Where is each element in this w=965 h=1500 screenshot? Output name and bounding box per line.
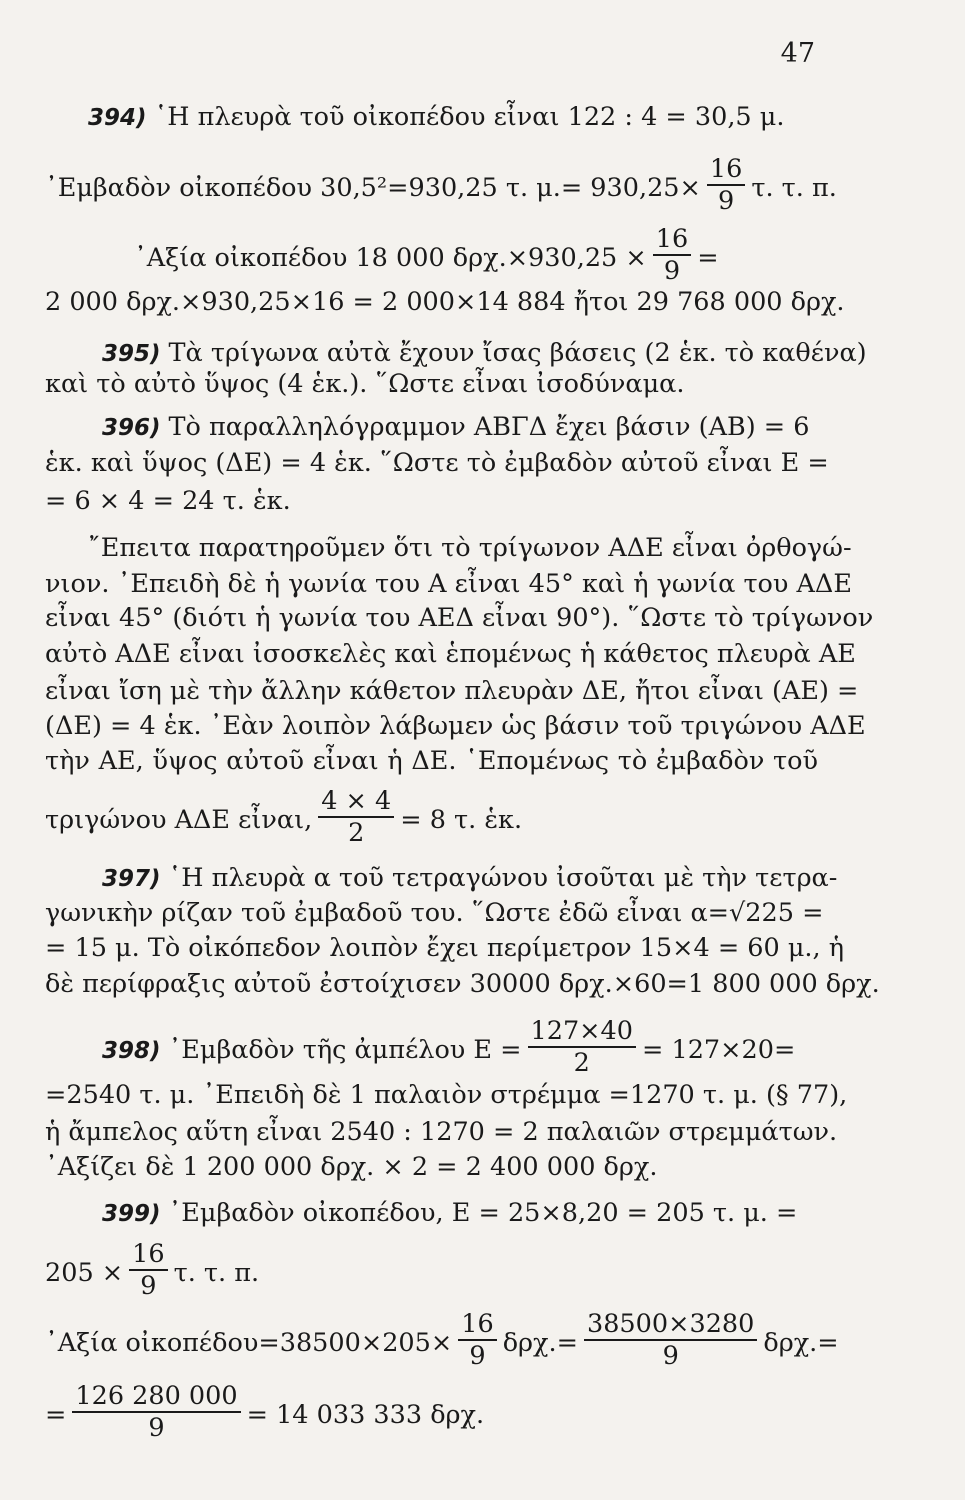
- text: δρχ.=: [502, 1328, 578, 1358]
- page-number: 47: [780, 38, 815, 69]
- exercise-number: 394): [88, 105, 147, 131]
- line: [102, 1196, 797, 1231]
- numerator: 4 × 4: [318, 786, 394, 818]
- text: ῎Επειτα παρατηροῦμεν ὅτι τὸ τρίγωνον ΑΔΕ εἶναι ὀρθογώ-: [88, 533, 852, 563]
- text: ᾿Αξία οἰκοπέδου 18 000 δρχ.×930,25 ×: [134, 243, 647, 273]
- line: [45, 601, 874, 635]
- line: [45, 744, 818, 778]
- denominator: 9: [469, 1341, 486, 1371]
- text: εἶναι 45° (διότι ἡ γωνία του ΑΕΔ εἶναι 90°). ῞Ωστε τὸ τρίγωνον: [45, 603, 874, 633]
- fraction: [653, 224, 691, 286]
- line: [45, 896, 824, 930]
- line: [134, 224, 719, 290]
- text: τ. τ. π.: [173, 1258, 260, 1288]
- text: δρχ.=: [763, 1328, 839, 1358]
- text: τὴν ΑΕ, ὕψος αὐτοῦ εἶναι ἡ ΔΕ. ῾Επομένως τὸ ἐμβαδὸν τοῦ: [45, 746, 818, 776]
- numerator: 16: [129, 1239, 167, 1271]
- line: [45, 967, 880, 1001]
- line: [45, 1078, 848, 1112]
- line: [45, 567, 852, 601]
- line: [102, 410, 810, 445]
- line: [45, 1115, 838, 1149]
- line: [45, 674, 859, 708]
- fraction: [72, 1381, 240, 1443]
- line: [45, 154, 837, 220]
- text: καὶ τὸ αὐτὸ ὕψος (4 ἑκ.). ῞Ωστε εἶναι ἰσοδύναμα.: [45, 369, 685, 399]
- text: ᾿Εμβαδὸν οἰκοπέδου, Ε = 25×8,20 = 205 τ. μ. =: [168, 1198, 798, 1228]
- text: =: [45, 1400, 67, 1430]
- text: εἶναι ἴση μὲ τὴν ἄλλην κάθετον πλευρὰν ΔΕ, ἤτοι εἶναι (ΑΕ) =: [45, 676, 859, 706]
- numerator: 16: [707, 154, 745, 186]
- line: [102, 1016, 796, 1082]
- text: Τὰ τρίγωνα αὐτὰ ἔχουν ἴσας βάσεις (2 ἑκ. τὸ καθένα): [168, 338, 867, 368]
- text: ῾Η πλευρὰ τοῦ οἰκοπέδου εἶναι 122 : 4 = 30,5 μ.: [154, 102, 785, 132]
- numerator: 38500×3280: [584, 1309, 757, 1341]
- denominator: 9: [148, 1413, 165, 1443]
- text: τ. τ. π.: [751, 173, 837, 203]
- text: 205 ×: [45, 1258, 124, 1288]
- numerator: 127×40: [528, 1016, 637, 1048]
- line: [45, 786, 523, 852]
- line: [88, 100, 784, 135]
- fraction: [584, 1309, 757, 1371]
- text: αὐτὸ ΑΔΕ εἶναι ἰσοσκελὲς καὶ ἑπομένως ἡ κάθετος πλευρὰ ΑΕ: [45, 639, 856, 669]
- fraction: [707, 154, 745, 216]
- denominator: 9: [140, 1271, 157, 1301]
- denominator: 9: [662, 1341, 679, 1371]
- numerator: 16: [458, 1309, 496, 1341]
- text: ᾿Εμβαδὸν τῆς ἀμπέλου Ε =: [168, 1035, 522, 1065]
- text: ᾿Αξίζει δὲ 1 200 000 δρχ. × 2 = 2 400 000 δρχ.: [45, 1152, 658, 1182]
- fraction: [528, 1016, 637, 1078]
- text: Τὸ παραλληλόγραμμον ΑΒΓΔ ἔχει βάσιν (ΑΒ) = 6: [168, 412, 810, 442]
- exercise-number: 397): [102, 866, 161, 892]
- text: ἑκ. καὶ ὕψος (ΔΕ) = 4 ἑκ. ῞Ωστε τὸ ἐμβαδὸν αὐτοῦ εἶναι Ε =: [45, 448, 829, 478]
- text: ῾Η πλευρὰ α τοῦ τετραγώνου ἰσοῦται μὲ τὴν τετρα-: [168, 863, 838, 893]
- line: [45, 1150, 657, 1184]
- line: [45, 637, 856, 671]
- line: [102, 336, 867, 371]
- numerator: 16: [653, 224, 691, 256]
- exercise-number: 395): [102, 341, 161, 367]
- line: [45, 931, 845, 965]
- line: [45, 1381, 485, 1447]
- line: [45, 484, 291, 518]
- fraction: [129, 1239, 167, 1301]
- exercise-number: 398): [102, 1038, 161, 1064]
- line: [45, 367, 685, 401]
- numerator: 126 280 000: [72, 1381, 240, 1413]
- text: = 8 τ. ἑκ.: [400, 805, 523, 835]
- text: ἡ ἄμπελος αὕτη εἶναι 2540 : 1270 = 2 παλαιῶν στρεμμάτων.: [45, 1117, 838, 1147]
- text: = 127×20=: [642, 1035, 796, 1065]
- text: ᾿Εμβαδὸν οἰκοπέδου 30,5²=930,25 τ. μ.= 930,25×: [45, 173, 701, 203]
- exercise-number: 396): [102, 415, 161, 441]
- text: (ΔΕ) = 4 ἑκ. ᾿Εὰν λοιπὸν λάβωμεν ὡς βάσιν τοῦ τριγώνου ΑΔΕ: [45, 711, 866, 741]
- fraction: [458, 1309, 496, 1371]
- text: νιον. ᾿Επειδὴ δὲ ἡ γωνία του Α εἶναι 45° καὶ ἡ γωνία του ΑΔΕ: [45, 569, 852, 599]
- text: =2540 τ. μ. ᾿Επειδὴ δὲ 1 παλαιὸν στρέμμα =1270 τ. μ. (§ 77),: [45, 1080, 848, 1110]
- text: δὲ περίφραξις αὐτοῦ ἐστοίχισεν 30000 δρχ.×60=1 800 000 δρχ.: [45, 969, 880, 999]
- line: [45, 1239, 260, 1305]
- exercise-number: 399): [102, 1201, 161, 1227]
- line: [102, 861, 837, 896]
- line: [45, 709, 866, 743]
- text: =: [697, 243, 719, 273]
- text: τριγώνου ΑΔΕ εἶναι,: [45, 805, 313, 835]
- text: 2 000 δρχ.×930,25×16 = 2 000×14 884 ἤτοι 29 768 000 δρχ.: [45, 287, 845, 317]
- text: = 14 033 333 δρχ.: [246, 1400, 485, 1430]
- line: [45, 285, 845, 319]
- denominator: 2: [573, 1048, 590, 1078]
- denominator: 9: [718, 186, 735, 216]
- line: [45, 446, 829, 480]
- denominator: 9: [663, 256, 681, 286]
- fraction: [318, 786, 394, 848]
- text: ᾿Αξία οἰκοπέδου=38500×205×: [45, 1328, 453, 1358]
- text: = 15 μ. Τὸ οἰκόπεδον λοιπὸν ἔχει περίμετρον 15×4 = 60 μ., ἡ: [45, 933, 845, 963]
- denominator: 2: [348, 818, 365, 848]
- line: [45, 1309, 839, 1375]
- line: [88, 531, 852, 565]
- text: γωνικὴν ρίζαν τοῦ ἐμβαδοῦ του. ῞Ωστε ἐδῶ εἶναι α=√225 =: [45, 898, 824, 928]
- text: = 6 × 4 = 24 τ. ἑκ.: [45, 486, 291, 516]
